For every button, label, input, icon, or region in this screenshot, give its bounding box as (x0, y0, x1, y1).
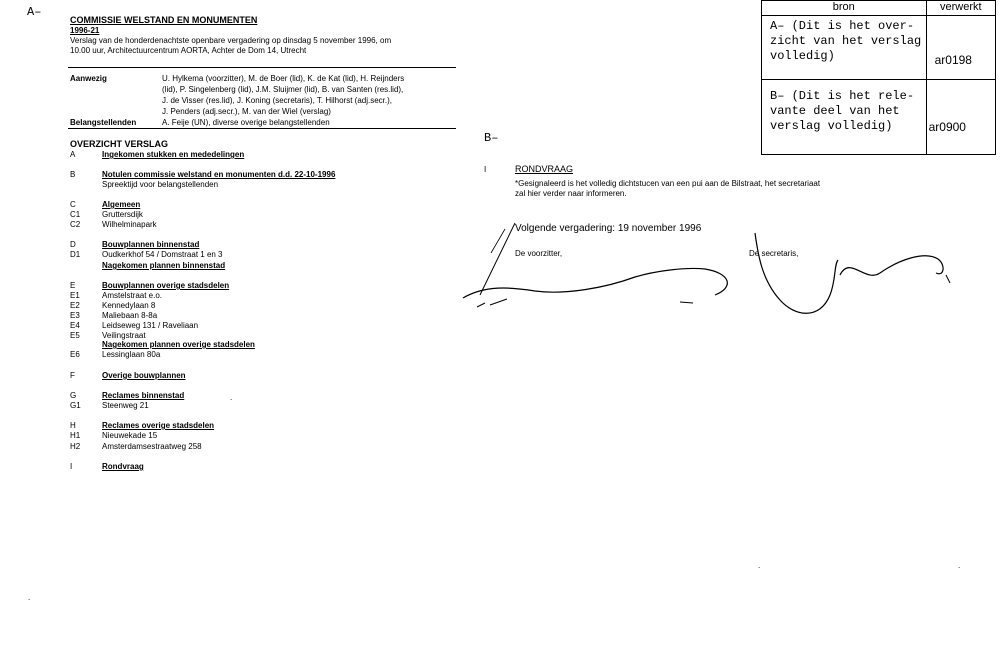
rondvraag-line1: *Gesignaleerd is het volledig dichtstucen van een pui aan de Bilstraat, het secretariaat (515, 179, 821, 188)
stamp-line: verslag volledig) (770, 119, 893, 133)
stamp-col-processed: verwerkt (926, 1, 995, 16)
overview-item-text: Gruttersdijk (102, 210, 143, 219)
stray-dot: . (230, 393, 233, 402)
overview-item-text: Overige bouwplannen (102, 371, 186, 380)
overview-item-text: Veilingstraat (102, 331, 146, 340)
stamp-line: A– (Dit is het over- (770, 19, 915, 33)
report-intro-line1: Verslag van de honderdenachtste openbare vergadering op dinsdag 5 november 1996, om (70, 36, 392, 45)
chair-label: De voorzitter, (515, 249, 563, 258)
overview-item-code: C (70, 200, 76, 209)
section-marker-a: A– (27, 5, 42, 19)
overview-item-text: Reclames binnenstad (102, 391, 185, 400)
stray-dot: . (758, 561, 761, 570)
overview-item-code: E2 (70, 301, 80, 310)
present-label: Aanwezig (70, 74, 107, 83)
overview-item-text: Maliebaan 8-8a (102, 311, 158, 320)
overview-item-text: Amstelstraat e.o. (102, 291, 163, 300)
stray-dot: . (28, 593, 31, 602)
report-intro-line2: 10.00 uur, Architectuurcentrum AORTA, Achter de Dom 14, Utrecht (70, 46, 307, 55)
secretary-label: De secretaris, (749, 249, 799, 258)
stamp-line: vante deel van het (770, 104, 900, 118)
overview-title: OVERZICHT VERSLAG (70, 139, 169, 149)
overview-item-text: Rondvraag (102, 462, 144, 471)
present-line: J. Penders (adj.secr.), M. van der Wiel (verslag) (162, 107, 331, 116)
stray-dot: . (958, 561, 961, 570)
stakeholders-label: Belangstellenden (70, 118, 137, 127)
overview-item-text: Amsterdamsestraatweg 258 (102, 442, 202, 451)
overview-item-text: Ingekomen stukken en mededelingen (102, 150, 245, 159)
stamp-header-row (762, 1, 996, 16)
overview-item-code: E6 (70, 350, 80, 359)
present-line: U. Hylkema (voorzitter), M. de Boer (lid), K. de Kat (lid), H. Reijnders (162, 74, 405, 83)
next-meeting: Volgende vergadering: 19 november 1996 (515, 223, 702, 234)
stamp-row (762, 16, 996, 80)
overview-item-text: Nagekomen plannen overige stadsdelen (102, 340, 255, 349)
secretary-signature (740, 225, 960, 325)
overview-item-code: B (70, 170, 76, 179)
overview-item-text: Oudkerkhof 54 / Domstraat 1 en 3 (102, 250, 223, 259)
stamp-col-source: bron (762, 1, 927, 16)
stamp-row (762, 80, 996, 155)
rondvraag-line2: zal hier verder naar informeren. (515, 189, 627, 198)
overview-item-code: E5 (70, 331, 80, 340)
overview-item-text: Kennedylaan 8 (102, 301, 156, 310)
overview-item-text: Steenweg 21 (102, 401, 149, 410)
overview-item-text: Nieuwekade 15 (102, 431, 158, 440)
overview-item-code: H1 (70, 431, 81, 440)
stamp-code-cell: ar0900 (926, 80, 995, 155)
rondvraag-title: RONDVRAAG (515, 164, 574, 174)
overview-item-code: F (70, 371, 75, 380)
archive-stamp-table (761, 0, 996, 155)
overview-item-code: E (70, 281, 76, 290)
overview-item-code: E1 (70, 291, 80, 300)
overview-item-text: Notulen commissie welstand en monumenten d.d. 22-10-1996 (102, 170, 336, 179)
divider (68, 67, 456, 68)
overview-item-code: E4 (70, 321, 80, 330)
overview-item-code: D (70, 240, 76, 249)
overview-item-text: Leidseweg 131 / Raveliaan (102, 321, 199, 330)
present-line: (lid), P. Singelenberg (lid), J.M. Sluijmer (lid), B. van Santen (res.lid), (162, 85, 404, 94)
overview-item-code: C1 (70, 210, 81, 219)
overview-item-code: A (70, 150, 76, 159)
overview-item-code: I (70, 462, 73, 471)
rondvraag-code: I (484, 165, 487, 174)
overview-item-text: Lessinglaan 80a (102, 350, 161, 359)
overview-item-code: H (70, 421, 76, 430)
overview-item-text: Wilhelminapark (102, 220, 157, 229)
overview-item-text: Bouwplannen binnenstad (102, 240, 200, 249)
stamp-line: B– (Dit is het rele- (770, 89, 915, 103)
overview-item-text: Reclames overige stadsdelen (102, 421, 215, 430)
stamp-line: volledig) (770, 49, 835, 63)
report-number: 1996-21 (70, 26, 100, 35)
overview-item-code: G (70, 391, 77, 400)
overview-item-code: D1 (70, 250, 81, 259)
section-marker-b: B– (484, 131, 499, 145)
overview-item-code: G1 (70, 401, 81, 410)
overview-item-code: E3 (70, 311, 80, 320)
org-title: COMMISSIE WELSTAND EN MONUMENTEN (70, 15, 258, 25)
present-line: J. de Visser (res.lid), J. Koning (secretaris), T. Hilhorst (adj.secr.), (162, 96, 392, 105)
overview-item-code: C2 (70, 220, 81, 229)
stamp-code-cell: ar0198 (926, 16, 995, 80)
divider (68, 128, 456, 129)
overview-item-text: Bouwplannen overige stadsdelen (102, 281, 230, 290)
chair-signature (455, 215, 755, 315)
overview-item-code: H2 (70, 442, 81, 451)
stamp-line: zicht van het verslag (770, 34, 922, 48)
stamp-source-cell (762, 16, 927, 80)
overview-item-text: Algemeen (102, 200, 141, 209)
stamp-source-cell (762, 80, 927, 155)
overview-item-text: Spreektijd voor belangstellenden (102, 180, 219, 189)
overview-item-text: Nagekomen plannen binnenstad (102, 261, 226, 270)
stakeholders-value: A. Feije (UN), diverse overige belangstellenden (162, 118, 330, 127)
